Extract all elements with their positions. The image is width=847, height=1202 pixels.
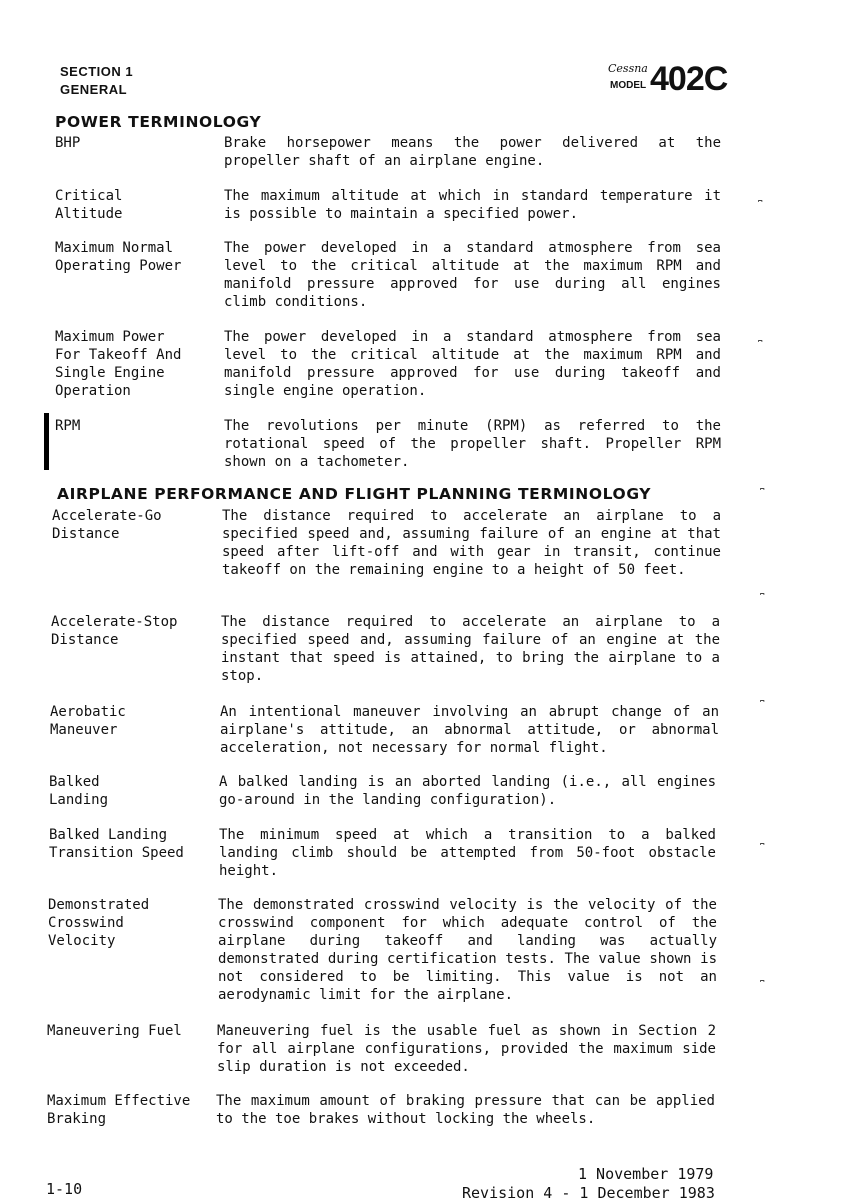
revision-date: Revision 4 - 1 December 1983 (462, 1184, 715, 1202)
term-name: Balked Landing (49, 774, 109, 808)
page-number: 1-10 (46, 1180, 83, 1198)
margin-mark: ⎴ (758, 340, 763, 353)
term-definition: An intentional maneuver involving an abrupt change of an airplane's attitude, an abnormal attitude, or abnormal acceleration, not necessary for normal flight. (220, 704, 719, 756)
section-label: SECTION 1 (60, 64, 134, 79)
term-definition: The minimum speed at which a transition to a balked landing climb should be attempted from 50-foot obstacle height. (219, 827, 716, 879)
margin-mark: ⎴ (760, 843, 765, 856)
term-definition: The maximum amount of braking pressure that can be applied to the toe brakes without locking the wheels. (216, 1093, 715, 1127)
term-name: Maximum Power For Takeoff And Single Engine Operation (55, 329, 182, 399)
term-name: Maximum Normal Operating Power (55, 240, 182, 274)
term-name: Aerobatic Maneuver (50, 704, 126, 738)
term-definition: The maximum altitude at which in standard temperature it is possible to maintain a specified power. (224, 188, 721, 222)
term-name: Accelerate-Go Distance (52, 508, 162, 542)
term-name: Balked Landing Transition Speed (49, 827, 184, 861)
section-title-performance: AIRPLANE PERFORMANCE AND FLIGHT PLANNING TERMINOLOGY (57, 485, 652, 503)
section-title-power: POWER TERMINOLOGY (55, 113, 262, 131)
term-name: Accelerate-Stop Distance (51, 614, 178, 648)
margin-mark: ⎴ (760, 593, 765, 606)
term-definition: The power developed in a standard atmosphere from sea level to the critical altitude at the maximum RPM and manifold pressure approved for use during takeoff and single engine operation. (224, 329, 721, 399)
term-name: Maximum Effective Braking (47, 1093, 191, 1127)
term-definition: A balked landing is an aborted landing (i.e., all engines go-around in the landing configuration). (219, 774, 716, 808)
issue-date: 1 November 1979 (578, 1165, 714, 1183)
term-definition: The distance required to accelerate an airplane to a specified speed and, assuming failure of an engine at the instant that speed is attained, to bring the airplane to a stop. (221, 614, 720, 684)
margin-mark: ⎴ (760, 980, 765, 993)
term-definition: The revolutions per minute (RPM) as referred to the rotational speed of the propeller shaft. Propeller RPM shown on a tachometer. (224, 418, 721, 470)
model-logo (608, 60, 728, 100)
term-definition: Brake horsepower means the power delivered at the propeller shaft of an airplane engine. (224, 135, 721, 169)
subsection-label: GENERAL (60, 82, 128, 97)
term-name: RPM (55, 418, 81, 434)
term-definition: The distance required to accelerate an airplane to a specified speed and, assuming failure of an engine at that speed after lift-off and with gear in transit, continue takeoff on the remaining engine to a height of 50 feet. (222, 508, 721, 578)
term-name: Critical Altitude (55, 188, 123, 222)
revision-bar (44, 413, 49, 470)
term-definition: The power developed in a standard atmosphere from sea level to the critical altitude at the maximum RPM and manifold pressure approved for use during all engines climb conditions. (224, 240, 721, 310)
margin-mark: ⎴ (758, 200, 763, 213)
model-number: 402C (650, 60, 728, 98)
term-definition: Maneuvering fuel is the usable fuel as shown in Section 2 for all airplane configurations, provided the maximum side slip duration is not exceeded. (217, 1023, 716, 1075)
term-name: Demonstrated Crosswind Velocity (48, 897, 150, 949)
model-label: MODEL (610, 80, 647, 91)
term-definition: The demonstrated crosswind velocity is the velocity of the crosswind component for which adequate control of the airplane during takeoff and landing was actually demonstrated during certification tests. The value shown is not considered to be limiting. This value is not an aerodynamic limit for the airplane. (218, 897, 717, 1003)
margin-mark: ⎴ (760, 700, 765, 713)
brand-logo: Cessna (608, 62, 648, 75)
term-name: BHP (55, 135, 81, 151)
term-name: Maneuvering Fuel (47, 1023, 182, 1039)
margin-mark: ⎴ (760, 488, 765, 501)
